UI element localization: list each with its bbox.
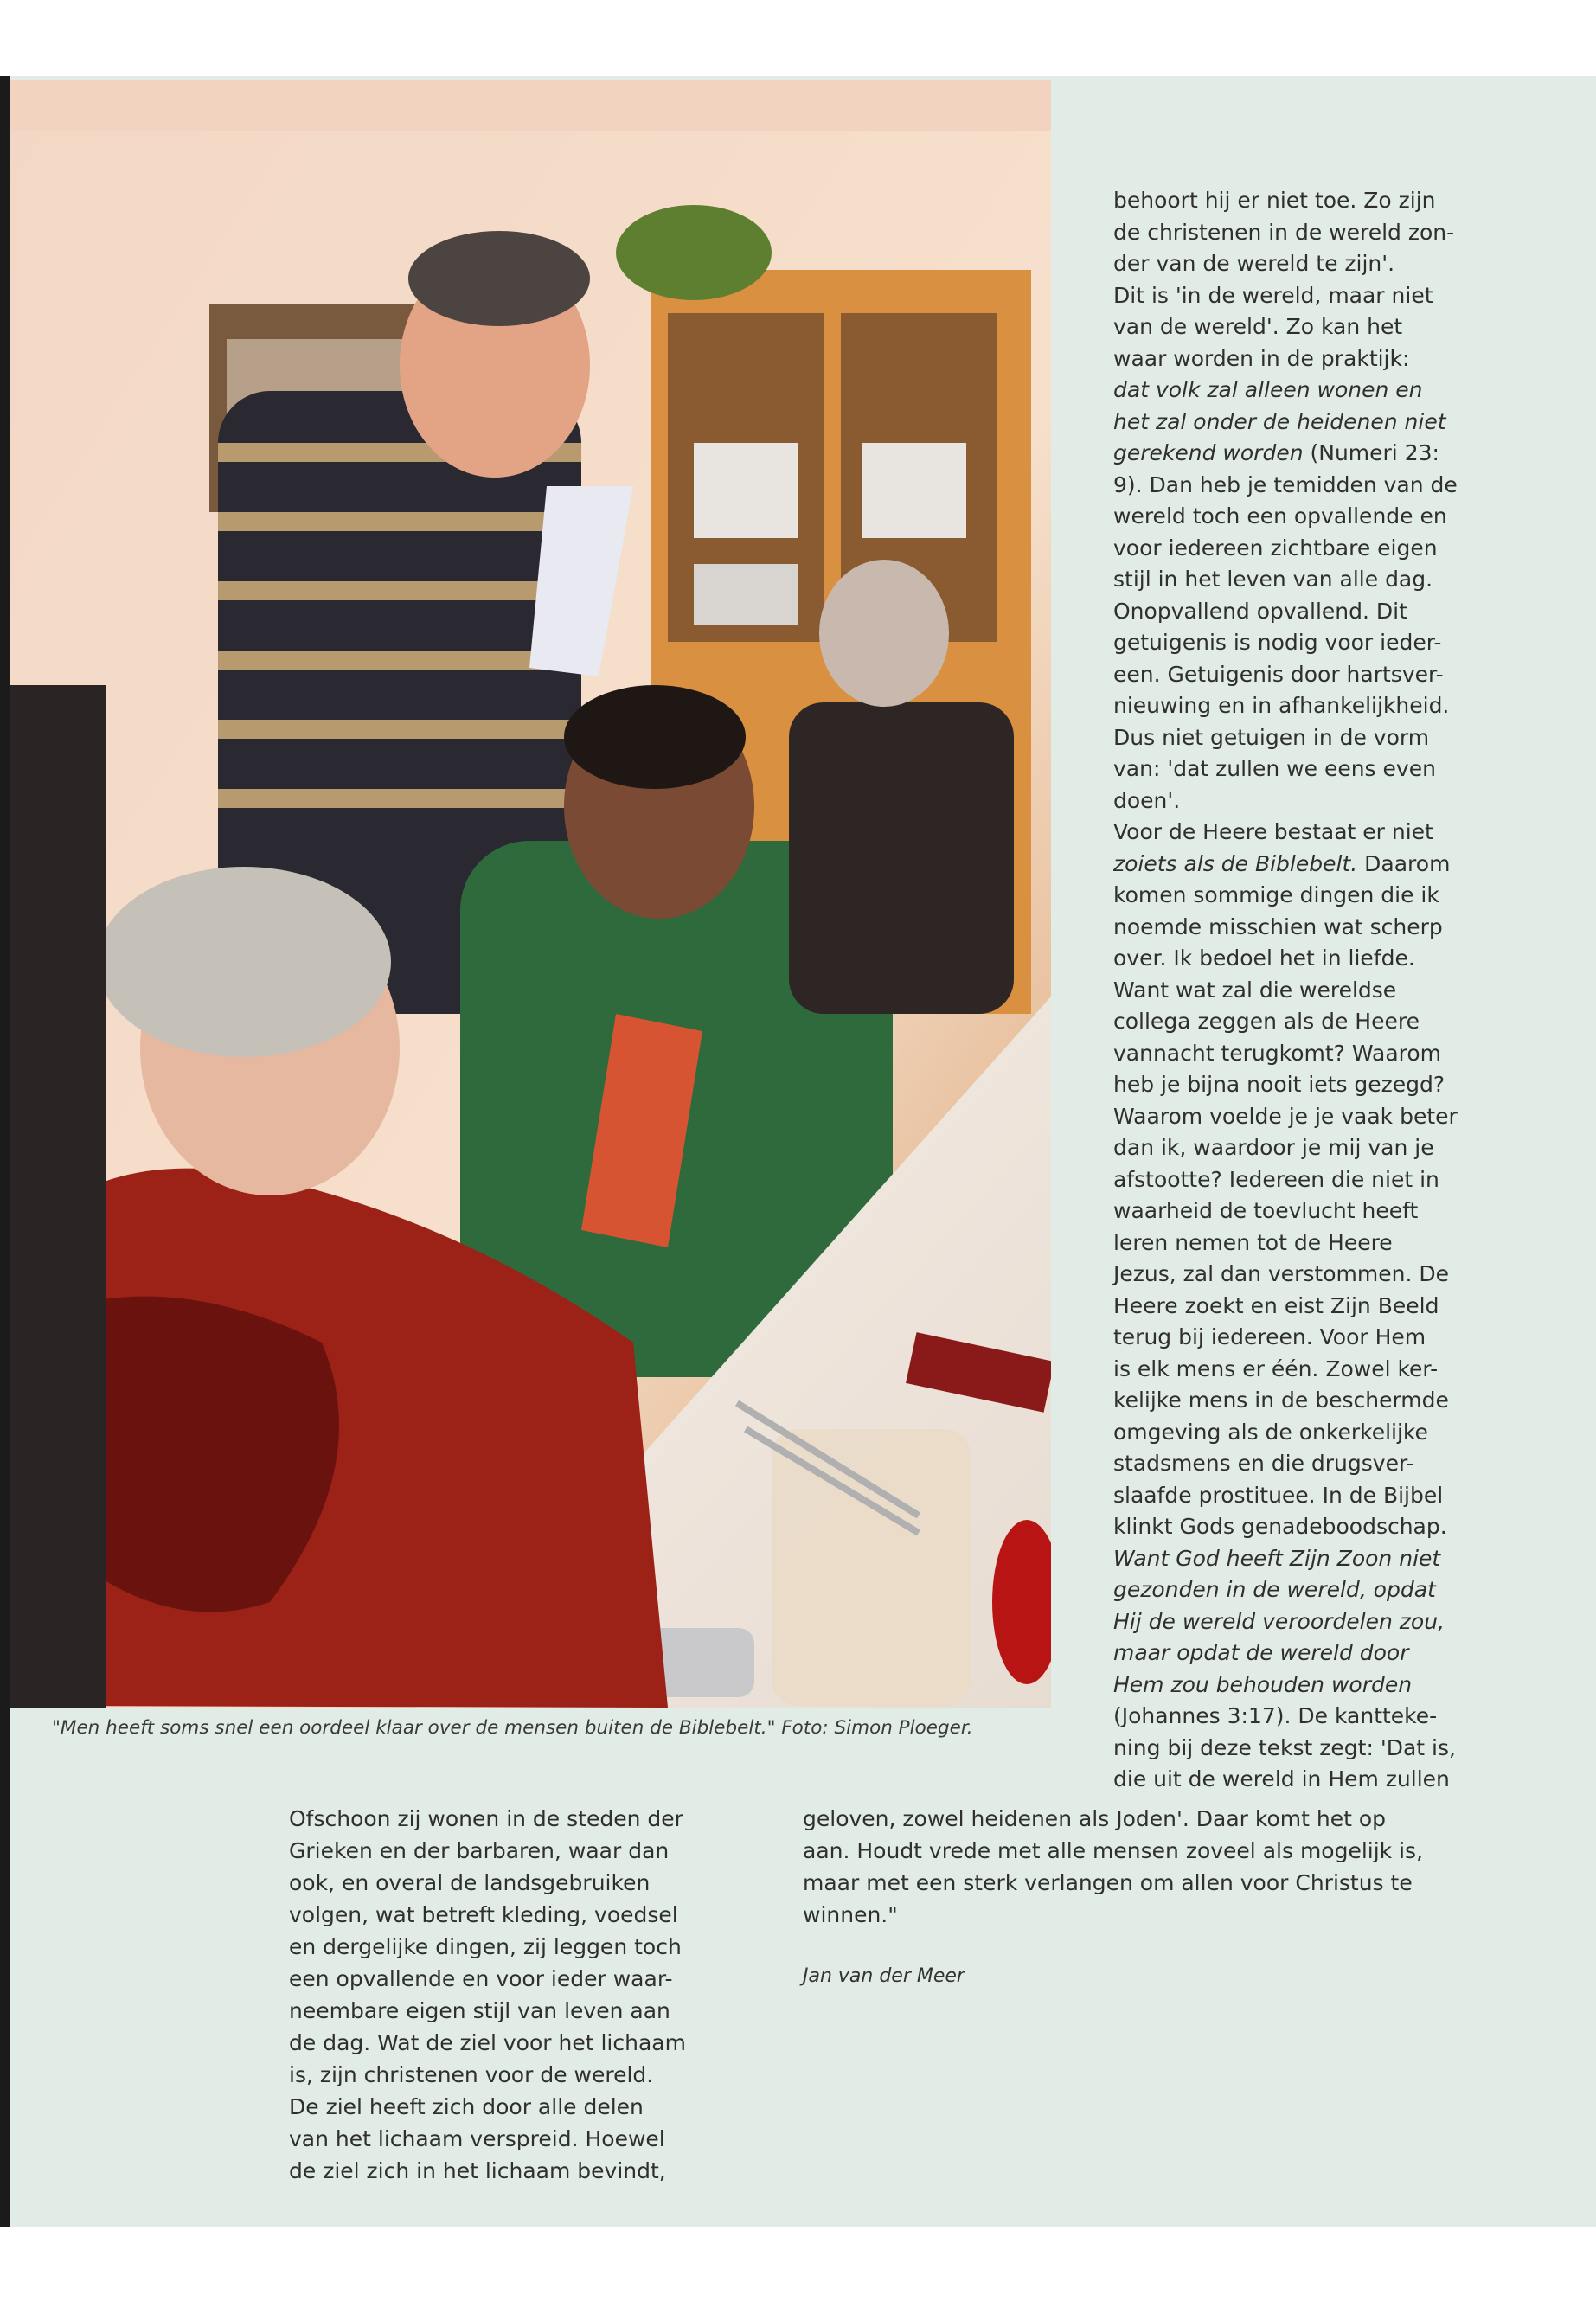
text-line: waar worden in de praktijk:	[1113, 345, 1410, 371]
text-line: Hem zou behouden worden	[1113, 1671, 1413, 1697]
photo-caption: "Men heeft soms snel een oordeel klaar over de mensen buiten de Biblebelt." Foto: Simon Ploeger.	[52, 1717, 973, 1739]
photo-illustration	[10, 80, 1051, 1708]
text-line: maar opdat de wereld door	[1113, 1640, 1409, 1665]
middle-text-column	[803, 1803, 1512, 1931]
text-line: Dit is 'in de wereld, maar niet	[1113, 282, 1433, 308]
text-line: behoort hij er niet toe. Zo zijn	[1113, 188, 1436, 213]
text-line: het zal onder de heidenen niet	[1113, 408, 1446, 434]
text-line: aan. Houdt vrede met alle mensen zoveel als mogelijk is,	[803, 1838, 1424, 1863]
text-line: dat volk zal alleen wonen en	[1113, 377, 1423, 402]
text-line: ning bij deze tekst zegt: 'Dat is,	[1113, 1734, 1456, 1760]
text-line: van het lichaam verspreid. Hoewel	[289, 2126, 665, 2151]
text-line: waarheid de toevlucht heeft	[1113, 1198, 1419, 1223]
text-line: van de wereld'. Zo kan het	[1113, 314, 1403, 339]
text-line: een opvallende en voor ieder waar-	[289, 1966, 673, 1991]
text-line: omgeving als de onkerkelijke	[1113, 1419, 1428, 1445]
text-line: Voor de Heere bestaat er niet	[1113, 819, 1433, 844]
text-line: doen'.	[1113, 787, 1181, 813]
text-line: Grieken en der barbaren, waar dan	[289, 1838, 670, 1863]
text-line: 9). Dan heb je temidden van de	[1113, 471, 1458, 497]
text-line: ook, en overal de landsgebruiken	[289, 1870, 651, 1895]
text-line: is, zijn christenen voor de wereld.	[289, 2062, 654, 2087]
text-line: stadsmens en die drugsver-	[1113, 1451, 1414, 1476]
text-line: van: 'dat zullen we eens even	[1113, 756, 1436, 781]
text-line: voor iedereen zichtbare eigen	[1113, 535, 1438, 561]
left-text-column	[289, 1803, 756, 2187]
text-line: winnen."	[803, 1902, 898, 1927]
text-line: vannacht terugkomt? Waarom	[1113, 1040, 1442, 1066]
text-line: de dag. Wat de ziel voor het lichaam	[289, 2030, 686, 2055]
text-line: Hij de wereld veroordelen zou,	[1113, 1608, 1445, 1634]
text-line: Want wat zal die wereldse	[1113, 977, 1397, 1003]
text-line: de christenen in de wereld zon-	[1113, 219, 1455, 245]
text-line: Onopvallend opvallend. Dit	[1113, 598, 1407, 624]
text-line: een. Getuigenis door hartsver-	[1113, 661, 1444, 687]
text-line: noemde misschien wat scherp	[1113, 913, 1443, 939]
text-line: neembare eigen stijl van leven aan	[289, 1998, 670, 2023]
text-line: maar met een sterk verlangen om allen voor Christus te	[803, 1870, 1413, 1895]
text-line: heb je bijna nooit iets gezegd?	[1113, 1072, 1445, 1097]
right-text-column	[1113, 185, 1520, 1796]
text-line: (Johannes 3:17). De kantteke-	[1113, 1703, 1438, 1728]
text-line: zoiets als de Biblebelt. Daarom	[1113, 850, 1451, 876]
text-line: geloven, zowel heidenen als Joden'. Daar komt het op	[803, 1806, 1386, 1831]
text-line: en dergelijke dingen, zij leggen toch	[289, 1934, 682, 1959]
text-line: kelijke mens in de beschermde	[1113, 1388, 1449, 1413]
text-line: wereld toch een opvallende en	[1113, 503, 1447, 529]
text-line: de ziel zich in het lichaam bevindt,	[289, 2158, 666, 2183]
scan-edge	[0, 76, 10, 2227]
text-line: dan ik, waardoor je mij van je	[1113, 1135, 1434, 1160]
text-line: klinkt Gods genadeboodschap.	[1113, 1514, 1447, 1539]
text-line: over. Ik bedoel het in liefde.	[1113, 945, 1415, 971]
text-line: afstootte? Iedereen die niet in	[1113, 1166, 1439, 1192]
text-line: gezonden in de wereld, opdat	[1113, 1577, 1436, 1602]
text-line: slaafde prostituee. In de Bijbel	[1113, 1482, 1444, 1508]
text-line: Dus niet getuigen in de vorm	[1113, 724, 1430, 750]
text-line: komen sommige dingen die ik	[1113, 882, 1439, 907]
text-line: stijl in het leven van alle dag.	[1113, 567, 1433, 592]
text-line: is elk mens er één. Zowel ker-	[1113, 1356, 1439, 1381]
text-line: Ofschoon zij wonen in de steden der	[289, 1806, 683, 1831]
text-line: terug bij iedereen. Voor Hem	[1113, 1324, 1426, 1349]
author-name: Jan van der Meer	[803, 1965, 965, 1987]
article-photo	[10, 80, 1051, 1708]
text-line: die uit de wereld in Hem zullen	[1113, 1766, 1450, 1791]
text-line: Want God heeft Zijn Zoon niet	[1113, 1545, 1441, 1571]
text-line: leren nemen tot de Heere	[1113, 1229, 1393, 1255]
text-line: Heere zoekt en eist Zijn Beeld	[1113, 1292, 1439, 1318]
text-line: Jezus, zal dan verstommen. De	[1113, 1261, 1449, 1286]
text-line: der van de wereld te zijn'.	[1113, 251, 1395, 276]
text-line: nieuwing en in afhankelijkheid.	[1113, 693, 1450, 718]
text-line: gerekend worden (Numeri 23:	[1113, 440, 1439, 465]
text-line: getuigenis is nodig voor ieder-	[1113, 630, 1442, 655]
text-line: Waarom voelde je je vaak beter	[1113, 1103, 1458, 1129]
text-line: volgen, wat betreft kleding, voedsel	[289, 1902, 678, 1927]
text-line: collega zeggen als de Heere	[1113, 1009, 1420, 1034]
text-line: De ziel heeft zich door alle delen	[289, 2094, 644, 2119]
